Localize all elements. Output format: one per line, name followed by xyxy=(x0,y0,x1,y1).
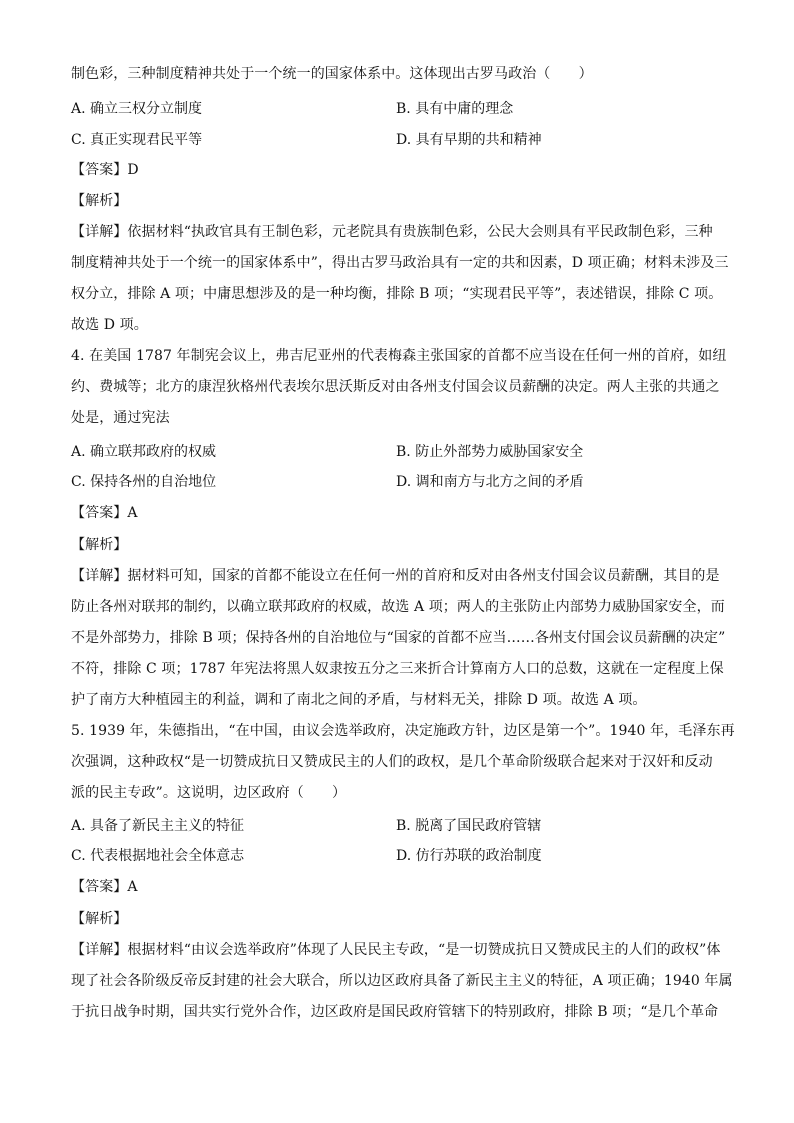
q3-detail-line: 制度精神共处于一个统一的国家体系中”，得出古罗马政治具有一定的共和因素，D 项正确；材料未涉及三 xyxy=(71,255,729,271)
q3-stem-tail: 制色彩，三种制度精神共处于一个统一的国家体系中。这体现出古罗马政治（ ） xyxy=(71,66,593,82)
q4-detail-line: 护了南方大种植园主的利益，调和了南北之间的矛盾，与材料无关，排除 D 项。故选 A 项。 xyxy=(71,692,647,708)
q4-stem-line: 4. 在美国 1787 年制宪会议上，弗吉尼亚州的代表梅森主张国家的首都不应当设在任何一州的首府，如纽 xyxy=(71,348,727,364)
q3-detail-line: 故选 D 项。 xyxy=(71,317,148,333)
q5-answer: 【答案】A xyxy=(71,879,138,895)
q5-detail-line: 【详解】根据材料“由议会选举政府”体现了人民民主专政，“是一切赞成抗日又赞成民主的人们的政权”体 xyxy=(71,942,721,958)
q5-detail-line: 于抗日战争时期，国共实行党外合作，边区政府是国民政府管辖下的特别政府，排除 B 项；“是几个革命 xyxy=(71,1004,719,1020)
q5-option-c: C. 代表根据地社会全体意志 xyxy=(71,848,245,864)
q4-option-a: A. 确立联邦政府的权威 xyxy=(71,444,217,460)
q5-option-a: A. 具备了新民主主义的特征 xyxy=(71,818,245,834)
q3-option-d: D. 具有早期的共和精神 xyxy=(396,132,542,148)
q4-stem-line: 约、费城等；北方的康涅狄格州代表埃尔思沃斯反对由各州支付国会议员薪酬的决定。两人主张的共通之 xyxy=(71,379,720,395)
q5-option-d: D. 仿行苏联的政治制度 xyxy=(396,848,542,864)
q5-stem-line: 5. 1939 年，朱德指出，“在中国，由议会选举政府，决定施政方针，边区是第一个”。1940 年，毛泽东再 xyxy=(71,723,735,739)
q5-analysis-label: 【解析】 xyxy=(71,911,128,927)
q3-detail-line: 【详解】依据材料“执政官具有王制色彩，元老院具有贵族制色彩，公民大会则具有平民政制色彩，三种 xyxy=(71,224,713,240)
q4-answer: 【答案】A xyxy=(71,505,138,521)
q5-stem-line: 派的民主专政”。这说明，边区政府（ ） xyxy=(71,785,347,801)
q4-option-b: B. 防止外部势力威胁国家安全 xyxy=(396,444,584,460)
q3-answer: 【答案】D xyxy=(71,162,139,178)
q4-detail-line: 【详解】据材料可知，国家的首都不能设立在任何一州的首府和反对由各州支付国会议员薪酬，其目的是 xyxy=(71,568,720,584)
q4-detail-line: 不是外部势力，排除 B 项；保持各州的自治地位与“国家的首都不应当……各州支付国会议员薪酬的决定” xyxy=(71,630,726,646)
q5-stem-line: 次强调，这种政权“是一切赞成抗日又赞成民主的人们的政权，是几个革命阶级联合起来对于汉奸和反动 xyxy=(71,754,713,770)
q5-detail-line: 现了社会各阶级反帝反封建的社会大联合，所以边区政府具备了新民主主义的特征，A 项正确；1940 年属 xyxy=(71,973,733,989)
q3-option-c: C. 真正实现君民平等 xyxy=(71,132,203,148)
q4-analysis-label: 【解析】 xyxy=(71,537,128,553)
q4-option-d: D. 调和南方与北方之间的矛盾 xyxy=(396,474,584,490)
q3-analysis-label: 【解析】 xyxy=(71,193,128,209)
q4-option-c: C. 保持各州的自治地位 xyxy=(71,474,217,490)
q3-detail-line: 权分立，排除 A 项；中庸思想涉及的是一种均衡，排除 B 项；“实现君民平等”，表述错误，排除 C 项。 xyxy=(71,286,723,302)
q3-option-a: A. 确立三权分立制度 xyxy=(71,101,203,117)
q4-detail-line: 不符，排除 C 项；1787 年宪法将黑人奴隶按五分之三来折合计算南方人口的总数，这就在一定程度上保 xyxy=(71,661,724,677)
q5-option-b: B. 脱离了国民政府管辖 xyxy=(396,818,542,834)
q3-option-b: B. 具有中庸的理念 xyxy=(396,101,514,117)
q4-detail-line: 防止各州对联邦的制约，以确立联邦政府的权威，故选 A 项；两人的主张防止内部势力威胁国家安全，而 xyxy=(71,599,725,615)
q4-stem-line: 处是，通过宪法 xyxy=(71,410,170,426)
